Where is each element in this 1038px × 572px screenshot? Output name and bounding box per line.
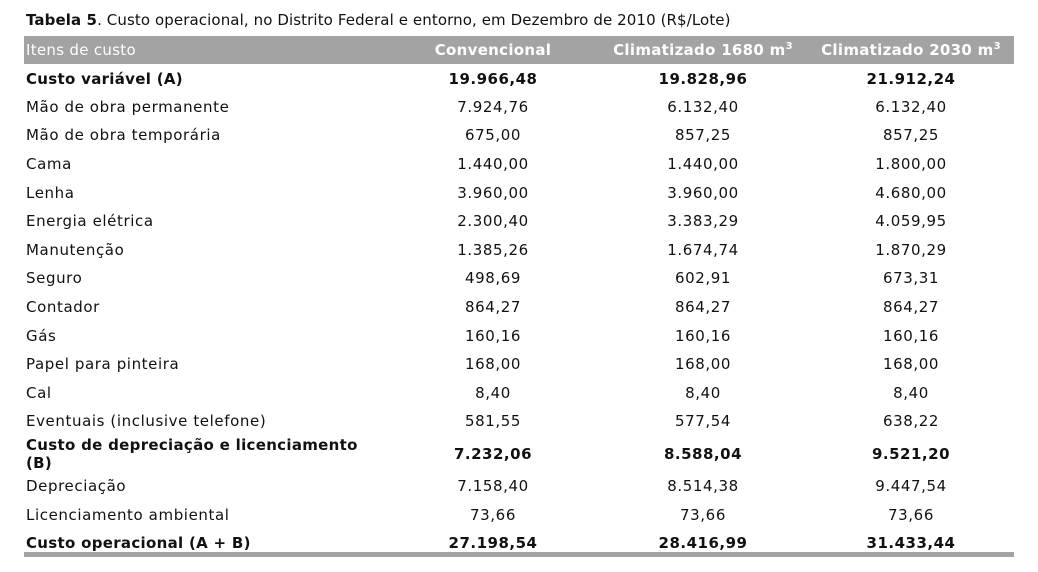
cell-climatizado-1680: 8.588,04 bbox=[663, 444, 743, 463]
table-row bbox=[24, 264, 1014, 293]
table-row bbox=[24, 236, 1014, 265]
table-body bbox=[24, 64, 1014, 558]
table-row bbox=[24, 93, 1014, 122]
cell-climatizado-2030: 4.059,95 bbox=[875, 212, 947, 231]
cell-climatizado-1680: 8.514,38 bbox=[667, 477, 739, 496]
table-row bbox=[24, 121, 1014, 150]
table-caption-text: . Custo operacional, no Distrito Federal e entorno, em Dezembro de 2010 (R$/Lote) bbox=[97, 11, 731, 29]
cell-climatizado-1680: 6.132,40 bbox=[667, 97, 739, 116]
cell-climatizado-2030: 9.521,20 bbox=[871, 444, 951, 463]
cell-climatizado-2030: 864,27 bbox=[882, 298, 940, 317]
row-item: Energia elétrica bbox=[26, 212, 154, 231]
cell-convencional: 675,00 bbox=[464, 126, 522, 145]
cell-climatizado-2030: 73,66 bbox=[888, 505, 934, 524]
cell-climatizado-1680: 73,66 bbox=[680, 505, 726, 524]
table-bottom-rule bbox=[24, 552, 1014, 557]
row-item: Papel para pinteira bbox=[26, 355, 180, 374]
header-climatizado-2030-label: Climatizado 2030 m bbox=[821, 41, 994, 59]
table-caption-label: Tabela 5 bbox=[26, 11, 98, 29]
cost-table bbox=[24, 36, 1014, 558]
cell-climatizado-2030: 160,16 bbox=[882, 326, 940, 345]
row-item: Contador bbox=[26, 298, 100, 317]
cell-climatizado-1680: 602,91 bbox=[674, 269, 732, 288]
cell-climatizado-1680: 8,40 bbox=[685, 383, 721, 402]
cell-climatizado-1680: 857,25 bbox=[674, 126, 732, 145]
cell-climatizado-1680: 19.828,96 bbox=[658, 70, 748, 89]
table-row bbox=[24, 379, 1014, 408]
header-climatizado-1680-label: Climatizado 1680 m bbox=[613, 41, 786, 59]
table-row bbox=[24, 500, 1014, 529]
cell-climatizado-2030: 168,00 bbox=[882, 355, 940, 374]
table-row bbox=[24, 64, 1014, 93]
row-item: Cama bbox=[26, 155, 72, 174]
cell-convencional: 1.440,00 bbox=[457, 155, 529, 174]
cell-climatizado-1680: 577,54 bbox=[674, 412, 732, 431]
table-row bbox=[24, 293, 1014, 322]
cell-convencional: 27.198,54 bbox=[448, 534, 538, 553]
row-item: Eventuais (inclusive telefone) bbox=[26, 412, 267, 431]
row-item: Mão de obra permanente bbox=[26, 97, 230, 116]
table-row bbox=[24, 178, 1014, 207]
header-convencional: Convencional bbox=[434, 41, 552, 59]
cell-climatizado-2030: 638,22 bbox=[882, 412, 940, 431]
table-row bbox=[24, 150, 1014, 179]
table-row bbox=[24, 321, 1014, 350]
cell-convencional: 7.232,06 bbox=[453, 444, 533, 463]
table-row bbox=[24, 436, 1014, 472]
header-climatizado-1680 bbox=[598, 36, 808, 64]
cell-climatizado-1680: 864,27 bbox=[674, 298, 732, 317]
cell-climatizado-1680: 1.440,00 bbox=[667, 155, 739, 174]
cell-convencional: 3.960,00 bbox=[457, 183, 529, 202]
row-item: Gás bbox=[26, 326, 57, 345]
header-unit-exponent: 3 bbox=[993, 41, 1001, 52]
cell-climatizado-1680: 3.960,00 bbox=[667, 183, 739, 202]
cell-climatizado-1680: 3.383,29 bbox=[667, 212, 739, 231]
cell-climatizado-1680: 1.674,74 bbox=[667, 240, 739, 259]
row-item: Custo operacional (A + B) bbox=[26, 534, 251, 553]
cell-climatizado-2030: 6.132,40 bbox=[875, 97, 947, 116]
cell-convencional: 8,40 bbox=[475, 383, 511, 402]
cell-convencional: 864,27 bbox=[464, 298, 522, 317]
row-item: Custo de depreciação e licenciamento (B) bbox=[26, 435, 358, 472]
cell-climatizado-2030: 8,40 bbox=[893, 383, 929, 402]
cell-climatizado-2030: 673,31 bbox=[882, 269, 940, 288]
header-row bbox=[24, 36, 1014, 64]
cell-convencional: 73,66 bbox=[470, 505, 516, 524]
cell-climatizado-2030: 9.447,54 bbox=[875, 477, 947, 496]
cell-convencional: 7.924,76 bbox=[457, 97, 529, 116]
cell-climatizado-2030: 31.433,44 bbox=[866, 534, 956, 553]
cell-climatizado-2030: 857,25 bbox=[882, 126, 940, 145]
row-item: Mão de obra temporária bbox=[26, 126, 221, 145]
cell-climatizado-1680: 168,00 bbox=[674, 355, 732, 374]
cell-climatizado-1680: 160,16 bbox=[674, 326, 732, 345]
header-unit-exponent: 3 bbox=[785, 41, 793, 52]
cell-convencional: 168,00 bbox=[464, 355, 522, 374]
table-row bbox=[24, 350, 1014, 379]
cell-climatizado-2030: 1.800,00 bbox=[875, 155, 947, 174]
header-climatizado-2030 bbox=[808, 36, 1014, 64]
cell-climatizado-1680: 28.416,99 bbox=[658, 534, 748, 553]
cell-convencional: 2.300,40 bbox=[457, 212, 529, 231]
header-items: Itens de custo bbox=[26, 41, 136, 59]
row-item: Lenha bbox=[26, 183, 75, 202]
cell-convencional: 19.966,48 bbox=[448, 70, 538, 89]
row-item: Seguro bbox=[26, 269, 83, 288]
row-item: Manutenção bbox=[26, 240, 125, 259]
cell-convencional: 1.385,26 bbox=[457, 240, 529, 259]
cell-climatizado-2030: 4.680,00 bbox=[875, 183, 947, 202]
cell-convencional: 7.158,40 bbox=[457, 477, 529, 496]
row-item: Licenciamento ambiental bbox=[26, 505, 230, 524]
table-caption bbox=[26, 11, 731, 29]
row-item: Depreciação bbox=[26, 477, 127, 496]
cell-climatizado-2030: 21.912,24 bbox=[866, 70, 956, 89]
table-row bbox=[24, 472, 1014, 501]
cell-climatizado-2030: 1.870,29 bbox=[875, 240, 947, 259]
table-row bbox=[24, 407, 1014, 436]
table-row bbox=[24, 207, 1014, 236]
row-item: Cal bbox=[26, 383, 52, 402]
cell-convencional: 160,16 bbox=[464, 326, 522, 345]
table-header bbox=[24, 36, 1014, 64]
cell-convencional: 498,69 bbox=[464, 269, 522, 288]
row-item: Custo variável (A) bbox=[26, 70, 183, 89]
cell-convencional: 581,55 bbox=[464, 412, 522, 431]
